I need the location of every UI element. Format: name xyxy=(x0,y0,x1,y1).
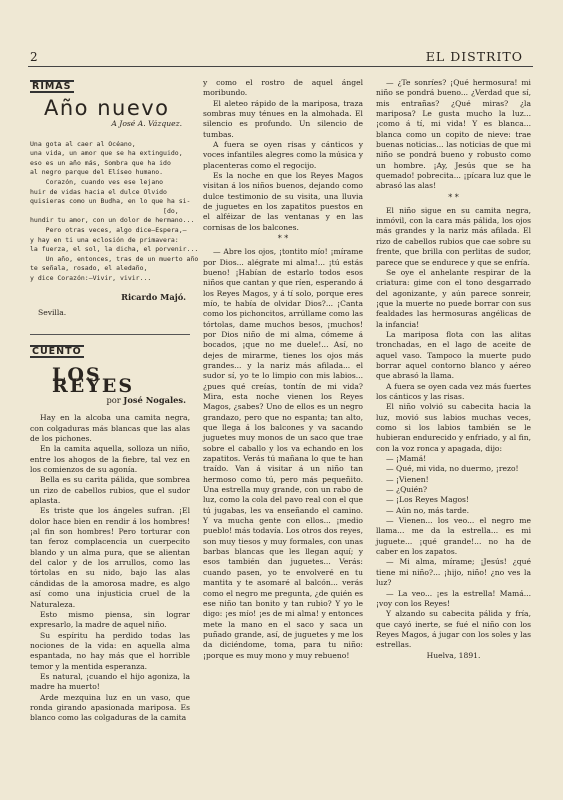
dialogue-line: — ¡Mamá! xyxy=(386,454,427,464)
verse-line: y hay en ti una eclosión de primavera: xyxy=(30,235,179,244)
dialogue-line: — Qué, mi vida, no duermo, ¡rezo! xyxy=(386,464,519,474)
paragraph: Su espíritu ha perdido todas las nociones de la vida: en aquella alma espantada, no hay más que el horrible temor y la mentida esperanza. xyxy=(30,630,190,671)
dialogue-line: — ¿Quién? xyxy=(386,485,428,495)
paragraph: Esto mismo piensa, sin lograr expresarlo, la madre de aquel niño. xyxy=(30,609,190,630)
story-author: José Nogales. xyxy=(123,394,186,405)
paragraph: En la camita aquella, solloza un niño, entre los ahogos de la fiebre, tal vez en los comienzos de su agonía. xyxy=(30,444,190,475)
newspaper-title: EL DISTRITO xyxy=(425,49,523,64)
verse-line: eso es un año más, Sombra que ha ido xyxy=(30,158,171,167)
section-stars: * * xyxy=(448,192,459,202)
paragraph: Arde mezquina luz en un vaso, que ronda girando apasionada mariposa. Es blanco como las colgaduras de la camita xyxy=(30,692,190,723)
verse-line: huir de vidas hacia el dulce Olvido xyxy=(30,187,167,196)
paragraph: Bella es su carita pálida, que sombrea un rizo de cabellos rubios, que el sudor aplasta. xyxy=(30,475,190,506)
verse-line: Una gota al caer al Océano, xyxy=(30,139,136,148)
dialogue-line: — ¡Los Reyes Magos! xyxy=(386,495,469,505)
paragraph: Hay en la alcoba una camita negra, con colgaduras más blancas que las alas de los pichones. xyxy=(30,413,190,443)
paragraph: A fuera se oyen risas y cánticos y voces infantiles alegres como la música y placenteras como el regocijo. xyxy=(203,140,363,170)
paragraph: y como el rostro de aquel ángel moribundo. xyxy=(203,78,363,98)
verse-line: y dice Corazón:—Vivir, vivir... xyxy=(30,274,152,282)
poem-place: Sevilla. xyxy=(38,307,67,317)
byline-prefix: por xyxy=(106,394,121,405)
poem-verses xyxy=(30,139,199,284)
paragraph: El niño sigue en su camita negra, inmóvil, con la cara más pálida, los ojos más grandes y la nariz más afilada. El rizo de cabellos rubios que cae sobre su frente, que brilla con perlitas de sudor, parece que se endurece y que se enfría. xyxy=(376,205,531,267)
paragraph: Es la noche en que los Reyes Magos visitan á los niños buenos, dejando como dulce testimonio de su visita, una lluvia de juguetes en los zapatitos puestos en el alféizar de las ventanas y en las cornisas de los balcones. xyxy=(203,171,363,232)
story-date: Huelva, 1891. xyxy=(426,650,481,660)
section-stars: * * xyxy=(277,234,289,244)
dialogue-line: — Vienen... los veo... el negro me llama... me da la estrella... es mi juguete... ¡qué grande!... no ha de caber en los zapatos. xyxy=(376,516,531,557)
section-divider xyxy=(30,334,190,335)
section-label-rimas: RIMAS xyxy=(32,81,72,92)
verse-line: Un año, entonces, tras de un muerto año xyxy=(30,254,199,263)
paragraph: Y alzando su cabecita pálida y fría, que cayó inerte, se fué el niño con los Reyes Magos, á jugar con los soles y las estrellas. xyxy=(376,609,531,650)
dialogue-line: — Mi alma, mírame; ¡Jesús! ¿qué tiene mi niño?... ¡hijo, niño! ¿no ves la luz? xyxy=(376,557,531,588)
paragraph: El niño volvió su cabecita hacia la luz, movió sus labios muchas veces, como si los labios también se le hubieran endurecido y enfriado, y al fin, con la voz ronca y apagada, dijo: xyxy=(376,402,532,453)
verse-line: te señala, rosado, el aledaño, xyxy=(30,264,148,273)
verse-line: al negro parque del Elíseo humano. xyxy=(30,168,164,177)
verse-line: quisieras como un Budha, en lo que ha si- xyxy=(30,197,191,206)
paragraph: Es triste que los ángeles sufran. ¡El dolor hace bien en rendir á los hombres! ¡al fin son hombres! Pero torturar con tan feroz complacencia un cuerpecito blando y un alma pura, que se alientan del calor y de los arrullos, como las tórtolas en su nido, bajo las alas cándidas de la amorosa madre, es algo así como una injusticia cruel de la Naturaleza. xyxy=(30,506,190,609)
paragraph: Es natural, ¡cuando el hijo agoniza, la madre ha muerto! xyxy=(30,671,190,692)
header-rule xyxy=(28,66,533,67)
story-title: LOS REYES xyxy=(52,364,135,397)
section-label-cuento: CUENTO xyxy=(32,346,82,358)
poem-dedication: A José A. Vázquez. xyxy=(111,119,182,129)
column-1 xyxy=(30,78,199,724)
poem-title: Año nuevo xyxy=(44,96,170,120)
page-number: 2 xyxy=(30,50,38,64)
verse-line: Pero otras veces, algo dice—Espera,— xyxy=(30,226,187,235)
paragraph: La mariposa flota con las alitas tronchadas, en el lago de aceite de aquel vaso. Tampoco la muerte pudo borrar aquel contorno blanco y aéreo que abrasó la llama. xyxy=(376,329,531,381)
paragraph: Se oye el anhelante respirar de la criatura: gime con el tono desgarrado del agonizante, y aún parece sonreir, ¡que la muerte no puede borrar con sus fealdades las hermosuras angélicas de la infancia! xyxy=(376,267,531,329)
verse-line: Corazón, cuando ves ese lejano xyxy=(30,178,164,187)
paragraph: — ¿Te sonríes? ¡Qué hermosura! mi niño se pondrá bueno... ¿Verdad que sí, mis entrañas? ¿Qué miras? ¿la mariposa? Le gusta mucho la luz... ¡como á tí, mi vida! Y es blanca... blanca como un copito de nieve: trae buenas noticias... las noticias de que mi niño se pondrá bueno y robusto como un hombre. ¡Ay, Jesús que se ha quemado! pobrecita... ¡pícara luz que le abrasó las alas! xyxy=(376,78,531,191)
paragraph: El aleteo rápido de la mariposa, traza sombras muy ténues en la almohada. El silencio es profundo. Un silencio de tumbas. xyxy=(203,98,363,139)
paragraph: A fuera se oyen cada vez más fuertes los cánticos y las risas. xyxy=(376,381,531,401)
poem-signature: Ricardo Majó. xyxy=(121,291,186,302)
paragraph: — Abre los ojos, ¡tontito mío! ¡mírame por Dios... alégrate mi alma!... ¡tú estás bueno! ¡Habían de estarlo todos esos niños que cantan y que ríen, esperando á los Reyes Magos, y á tí solo, porque eres mío, te había de olvidar Dios?... ¡Canta como los pichoncitos, arrúllame como las tórtolas, dame muchos besos, ¡muchos! por Dios niño de mi alma, cómeme á bocados, ¡que no me duele!... Así, no dejes de mirarme, tienes los ojos más grandes... y la nariz más afilada... el sudor sí, yo te lo limpio con mis labios... ¿pues qué creías, tontín de mi vida? Mira, esta noche vienen los Reyes Magos, ¿sabes? Uno de ellos es un negro grandazo, pero que no espanta; tan alto, que llega á los balcones y va sacando juguetes muy monos de un saco que trae sobre el caballo y los va echando en los zapatitos. Verás tú mañana lo que te han traído. Van á visitar á un niño tan hermoso como tú, pero más pequeñito. Una estrella muy grande, con un rabo de luz, como la cola del pavo real con el que tú jugabas, les va enseñando el camino. Y va mucha gente con ellos... ¡medio pueblo! más todavía. Los otros dos reyes, son muy tiesos y muy formales, con unas barbas blancas que les llegan aquí; y esos también dan juguetes... Verás: cuando pasen, yo te envolveré en tu mantita y te asomaré al balcón... verás como el negro me pregunta, ¿de quién es ese niño tan bonito y tan rubio? Y yo le digo: ¡es mío! ¡es de mi alma! y entonces mete la mano en el saco y saca un puñado grande, así, de juguetes y me los da diciéndome, toma, para tu niño: ¡porque es muy mono y muy rebueno! xyxy=(203,247,363,660)
verse-line: hundir tu amor, con un dolor de hermano... xyxy=(30,216,195,225)
verse-line: [do, xyxy=(30,206,179,215)
column-3 xyxy=(376,78,531,661)
dialogue-line: — ¡Vienen! xyxy=(386,474,429,484)
column-2 xyxy=(203,78,363,661)
dialogue-line: — Aún no, más tarde. xyxy=(386,505,469,515)
verse-line: la fuerza, el sol, la dicha, el porvenir... xyxy=(30,245,199,254)
verse-line: una vida, un amor que se ha extinguido, xyxy=(30,149,183,158)
dialogue-line: — La veo... ¡es la estrella! Mamá... ¡voy con los Reyes! xyxy=(376,588,531,608)
